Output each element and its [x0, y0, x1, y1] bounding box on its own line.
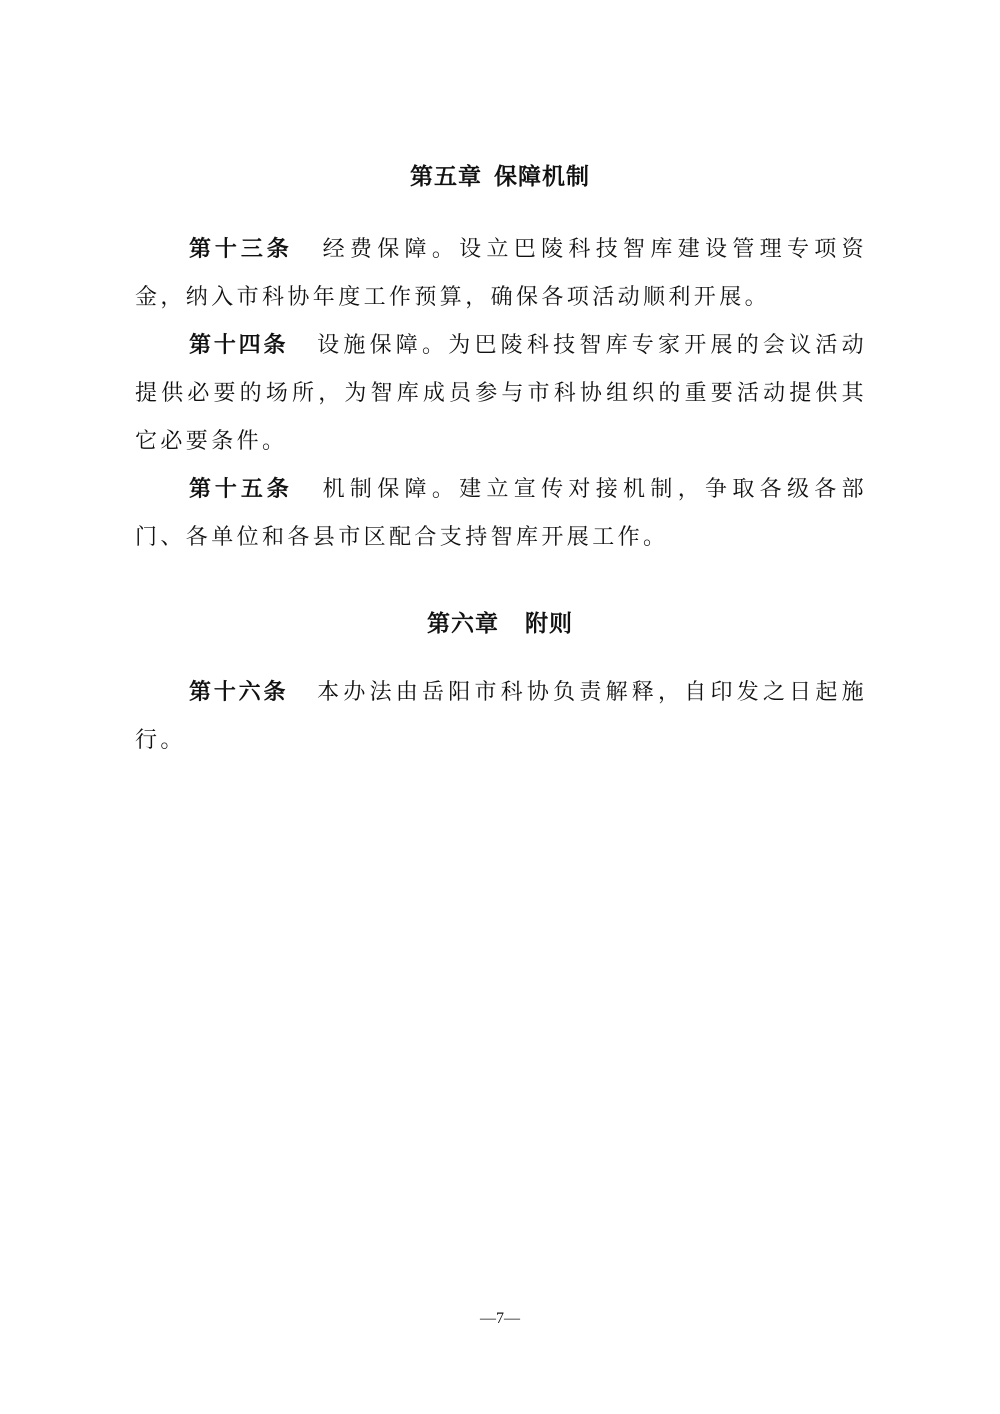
article-13 — [135, 226, 867, 322]
article-text: 机制保障。建立宣传对接机制，争取各级各部门、各单位和各县市区配合支持智库开展工作。 — [135, 477, 867, 550]
chapter-number: 第五章 — [410, 164, 482, 190]
article-14 — [135, 322, 867, 466]
article-text: 本办法由岳阳市科协负责解释，自印发之日起施行。 — [135, 680, 867, 753]
chapter-number: 第六章 — [427, 611, 499, 637]
article-number: 第十五条 — [189, 477, 293, 502]
article-text: 设施保障。为巴陵科技智库专家开展的会议活动提供必要的场所，为智库成员参与市科协组织的重要活动提供其它必要条件。 — [135, 333, 867, 454]
article-text: 经费保障。设立巴陵科技智库建设管理专项资金，纳入市科协年度工作预算，确保各项活动顺利开展。 — [135, 237, 867, 310]
article-16 — [135, 669, 867, 765]
article-15 — [135, 466, 867, 562]
article-number: 第十四条 — [189, 333, 289, 358]
article-number: 第十三条 — [189, 237, 293, 262]
article-number: 第十六条 — [189, 680, 289, 705]
chapter-five-heading — [0, 158, 1000, 191]
chapter-title: 保障机制 — [494, 164, 590, 190]
chapter-title: 附则 — [525, 611, 573, 637]
page-number: —7— — [480, 1310, 520, 1327]
chapter-six-heading — [0, 605, 1000, 638]
